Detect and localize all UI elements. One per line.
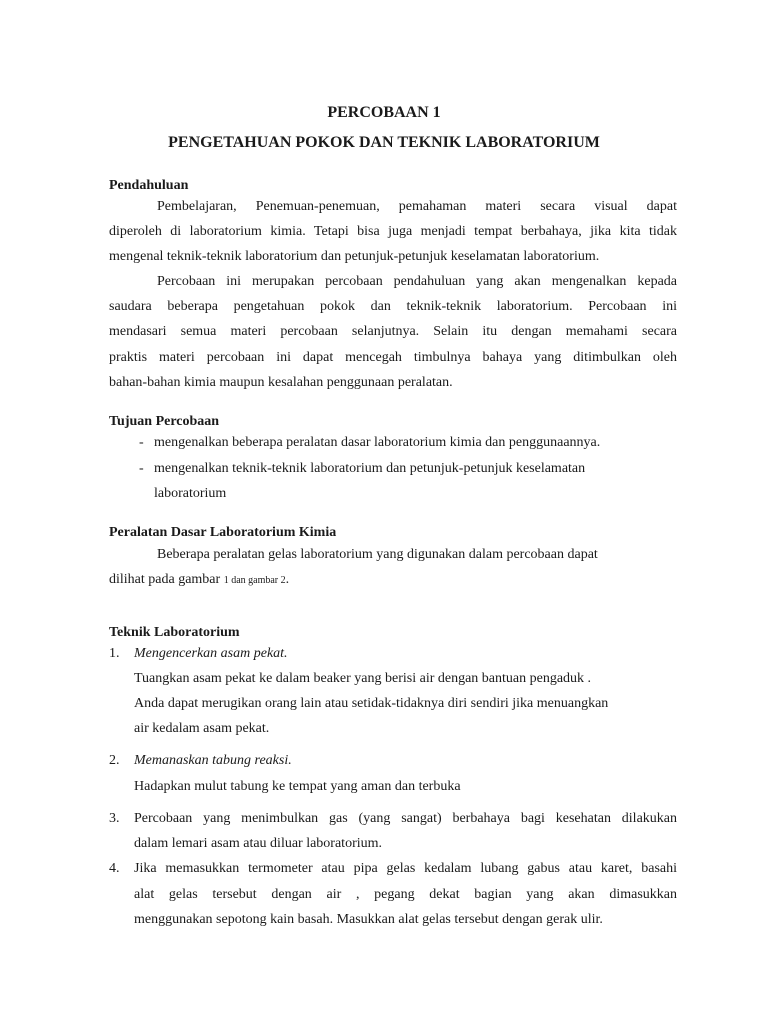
paragraph-line: Beberapa peralatan gelas laboratorium yang digunakan dalam percobaan dapat <box>157 547 598 562</box>
section-heading-pendahuluan: Pendahuluan <box>109 178 189 193</box>
list-item-continuation: laboratorium <box>154 486 227 501</box>
list-number: 1. <box>109 646 120 661</box>
page-title: PERCOBAAN 1 <box>327 104 441 121</box>
text-run: . <box>285 572 290 587</box>
list-item-title: Mengencerkan asam pekat. <box>134 646 288 661</box>
section-heading-tujuan: Tujuan Percobaan <box>109 414 220 429</box>
list-item-line: Hadapkan mulut tabung ke tempat yang aman dan terbuka <box>134 779 461 794</box>
paragraph-line <box>109 571 289 590</box>
list-number: 4. <box>109 861 120 876</box>
list-item-line: menggunakan sepotong kain basah. Masukkan alat gelas tersebut dengan gerak ulir. <box>134 912 603 927</box>
section-heading-teknik: Teknik Laboratorium <box>109 625 240 640</box>
paragraph-line: Pembelajaran, Penemuan-penemuan, pemahaman materi secara visual dapat <box>157 199 677 214</box>
bullet-dash: - <box>139 461 144 476</box>
list-item-title: Memanaskan tabung reaksi. <box>134 753 292 768</box>
list-item: mengenalkan beberapa peralatan dasar laboratorium kimia dan penggunaannya. <box>154 435 601 450</box>
list-item-line: Percobaan yang menimbulkan gas (yang sangat) berbahaya bagi kesehatan dilakukan <box>134 811 677 826</box>
list-item-line: alat gelas tersebut dengan air , pegang dekat bagian yang akan dimasukkan <box>134 887 677 902</box>
paragraph-line: saudara beberapa pengetahuan pokok dan teknik-teknik laboratorium. Percobaan ini <box>109 299 677 314</box>
list-item-line: air kedalam asam pekat. <box>134 721 270 736</box>
list-number: 2. <box>109 753 120 768</box>
paragraph-line: mendasari semua materi percobaan selanjutnya. Selain itu dengan memahami secara <box>109 324 677 339</box>
section-heading-peralatan: Peralatan Dasar Laboratorium Kimia <box>109 525 337 540</box>
text-run: dilihat pada gambar <box>109 572 221 587</box>
bullet-dash: - <box>139 435 144 450</box>
paragraph-line: praktis materi percobaan ini dapat mencegah timbulnya bahaya yang ditimbulkan oleh <box>109 350 677 365</box>
list-number: 3. <box>109 811 120 826</box>
list-item: mengenalkan teknik-teknik laboratorium dan petunjuk-petunjuk keselamatan <box>154 461 586 476</box>
paragraph-line: Percobaan ini merupakan percobaan pendahuluan yang akan mengenalkan kepada <box>157 274 677 289</box>
list-item-line: dalam lemari asam atau diluar laboratorium. <box>134 836 383 851</box>
paragraph-line: bahan-bahan kimia maupun kesalahan penggunaan peralatan. <box>109 375 453 390</box>
paragraph-line: diperoleh di laboratorium kimia. Tetapi bisa juga menjadi tempat berbahaya, jika kita tidak <box>109 224 677 239</box>
paragraph-line: mengenal teknik-teknik laboratorium dan petunjuk-petunjuk keselamatan laboratorium. <box>109 249 600 264</box>
list-item-line: Anda dapat merugikan orang lain atau setidak-tidaknya diri sendiri jika menuangkan <box>134 696 609 711</box>
list-item-line: Tuangkan asam pekat ke dalam beaker yang berisi air dengan bantuan pengaduk . <box>134 671 592 686</box>
page-subtitle: PENGETAHUAN POKOK DAN TEKNIK LABORATORIUM <box>168 134 600 151</box>
figure-reference: 1 dan gambar 2 <box>223 575 286 586</box>
list-item-line: Jika memasukkan termometer atau pipa gelas kedalam lubang gabus atau karet, basahi <box>134 861 677 876</box>
